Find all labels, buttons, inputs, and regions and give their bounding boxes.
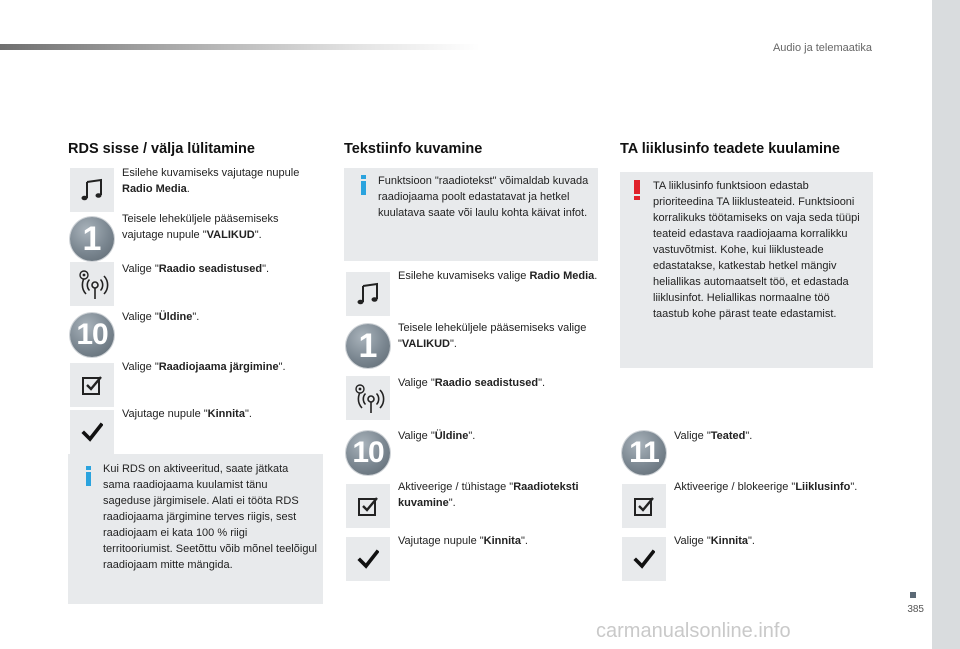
- info-icon: [361, 175, 366, 195]
- col2-note-text: Funktsioon "raadiotekst" võimaldab kuvada raadiojaama poolt edastatavat ja hetkel kuulatava saate või laulu kohta käivat infot.: [378, 175, 589, 219]
- checkbox-icon: [622, 484, 666, 528]
- col2-step4-text: Valige "Üldine".: [398, 430, 476, 442]
- checkbox-icon: [70, 363, 114, 407]
- side-tab-strip: [932, 0, 960, 649]
- badge-1-icon: 1: [70, 217, 114, 261]
- badge-11-icon: 11: [622, 431, 666, 475]
- col1-note-text: Kui RDS on aktiveeritud, saate jätkata sama raadiojaama kuulamist tänu sageduse järgimisele. Alati ei tööta RDS raadiojaama järgimine terves riigis, sest raadiojaam ei kata 100 % riigi territooriumist. Seetõttu võib mõnel teelõigul raadiojaam mitte mängida.: [103, 463, 317, 571]
- warning-icon: [634, 180, 640, 200]
- col1-step1-text: Esilehe kuvamiseks vajutage nupule Radio Media.: [122, 167, 300, 195]
- col1-step4-text: Valige "Üldine".: [122, 311, 200, 323]
- radio-media-button-icon: [346, 272, 390, 316]
- confirm-check-icon: [622, 537, 666, 581]
- badge-10-icon: 10: [70, 313, 114, 357]
- badge-10-icon: 10: [346, 431, 390, 475]
- checkbox-icon: [346, 484, 390, 528]
- col2-step5-text: Aktiveerige / tühistage "Raadioteksti kuvamine".: [398, 481, 579, 509]
- watermark: carmanualsonline.info: [596, 620, 791, 642]
- page-number: 385: [907, 604, 924, 615]
- col1-step5-text: Valige "Raadiojaama järgimine".: [122, 361, 286, 373]
- col2-heading: Tekstiinfo kuvamine: [344, 141, 483, 157]
- col3-note-text: TA liiklusinfo funktsioon edastab prioriteedina TA liiklusteateid. Funktsiooni korralikuks töötamiseks on vaja seda tüüpi teateid edastava raadiojaama korralikku vastuvõtmist. Kohe, kui liiklusteade edastatakse, katkestab hetkel mängiv heliallikas automaatselt töö, et edastada liiklusinfot. Heliallikas normaalne töö taastub kohe pärast teate edastamist.: [653, 180, 860, 320]
- col1-step6-text: Vajutage nupule "Kinnita".: [122, 408, 252, 420]
- radio-settings-icon: [70, 262, 114, 306]
- info-icon: [86, 466, 91, 486]
- radio-settings-icon: [346, 376, 390, 420]
- col3-step1-text: Valige "Teated".: [674, 430, 753, 442]
- section-title: Audio ja telemaatika: [772, 42, 872, 54]
- col1-heading: RDS sisse / välja lülitamine: [68, 141, 255, 157]
- radio-media-button-icon: [70, 168, 114, 212]
- col3-step3-text: Valige "Kinnita".: [674, 535, 755, 547]
- col1-step3-text: Valige "Raadio seadistused".: [122, 263, 270, 275]
- col2-step2-text: Teisele leheküljele pääsemiseks valige "VALIKUD".: [398, 322, 587, 350]
- confirm-check-icon: [346, 537, 390, 581]
- col2-step1-text: Esilehe kuvamiseks valige Radio Media.: [398, 270, 598, 282]
- badge-1-icon: 1: [346, 324, 390, 368]
- col2-step6-text: Vajutage nupule "Kinnita".: [398, 535, 528, 547]
- col2-step3-text: Valige "Raadio seadistused".: [398, 377, 546, 389]
- header-gradient-bar: [0, 44, 480, 50]
- col3-step2-text: Aktiveerige / blokeerige "Liiklusinfo".: [674, 481, 858, 493]
- col1-step2-text: Teisele leheküljele pääsemiseks vajutage nupule "VALIKUD".: [122, 213, 279, 241]
- col3-heading: TA liiklusinfo teadete kuulamine: [620, 141, 840, 157]
- page-marker: [910, 592, 916, 598]
- confirm-check-icon: [70, 410, 114, 454]
